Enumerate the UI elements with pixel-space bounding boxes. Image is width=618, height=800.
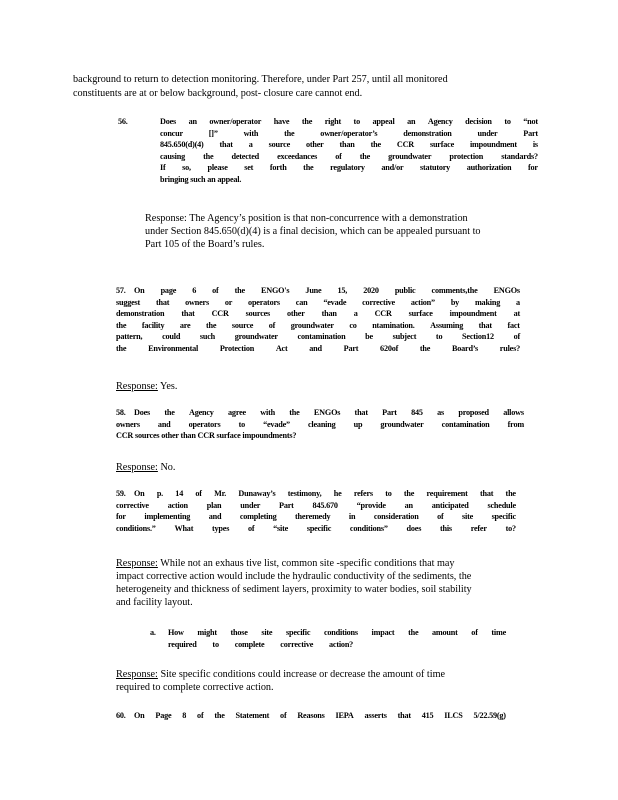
- intro-line-2: constituents are at or below background, post- closure care cannot end.: [73, 88, 363, 99]
- question-58-number: 58.: [116, 408, 126, 417]
- question-59-number: 59.: [116, 489, 126, 498]
- question-59a-response: Response: Site specific conditions could increase or decrease the amount of time required to complete corrective action.: [116, 669, 446, 693]
- question-59a-label: a.: [150, 628, 156, 637]
- question-56-number: 56.: [118, 117, 128, 126]
- question-57-response: Response: Yes.: [116, 381, 178, 392]
- question-60-text: 60. On Page 8 of the Statement of Reasons IEPA asserts that 415 ILCS 5/22.59(g): [116, 711, 506, 720]
- question-57-number: 57.: [116, 286, 126, 295]
- question-60-number: 60.: [116, 711, 126, 720]
- intro-line-1: background to return to detection monitoring. Therefore, under Part 257, until all monitored: [73, 74, 448, 85]
- question-58-response: Response: No.: [116, 462, 176, 473]
- question-59-text: 59. On p. 14 of Mr. Dunaway’s testimony, he refers to the requirement that the corrective action plan under Part 845.670 “provide an anticipated schedule for implementing and completing theremedy in consideration of site specific conditions.” What types of “site specific conditions” does this refer to?: [116, 489, 516, 533]
- question-59-response: Response: While not an exhaus tive list, common site -specific conditions that may impact corrective action would include the hydraulic conductivity of the sediments, the heterogeneity and thickness of sediment layers, proximity to water bodies, soil stability and facility layout.: [116, 558, 472, 608]
- question-59a-text: a. How might those site specific conditions impact the amount of time required to complete corrective action?: [150, 628, 506, 649]
- question-56-response: Response: The Agency’s position is that non-concurrence with a demonstration under Section 845.650(d)(4) is a final decision, which can be appealed pursuant to Part 105 of the Board’s rules.: [145, 213, 481, 250]
- question-57-text: 57. On page 6 of the ENGO's June 15, 2020 public comments,the ENGOs suggest that owners or operators can “evade corrective action” by making a demonstration that CCR sources other than a CCR surface impoundment at the facility are the source of groundwater co ntamination. Assuming that fact pattern, could such groundwater contamination be subject to Section12 of the Environmental Protection Act and Part 620of the Board’s rules?: [116, 286, 520, 353]
- question-56-text: Does an owner/operator have the right to appeal an Agency decision to “not concur []” with the owner/operator’s demonstration under Part 845.650(d)(4) that a source other than the CCR surface impoundment is causing the detected exceedances of the groundwater protection standards? If so, please set forth the regulatory and/or statutory authorization for bringing such an appeal.: [160, 117, 538, 184]
- question-58-text: 58. Does the Agency agree with the ENGOs that Part 845 as proposed allows owners and operators to “evade” cleaning up groundwater contamination from CCR sources other than CCR surface impoundments?: [116, 408, 524, 441]
